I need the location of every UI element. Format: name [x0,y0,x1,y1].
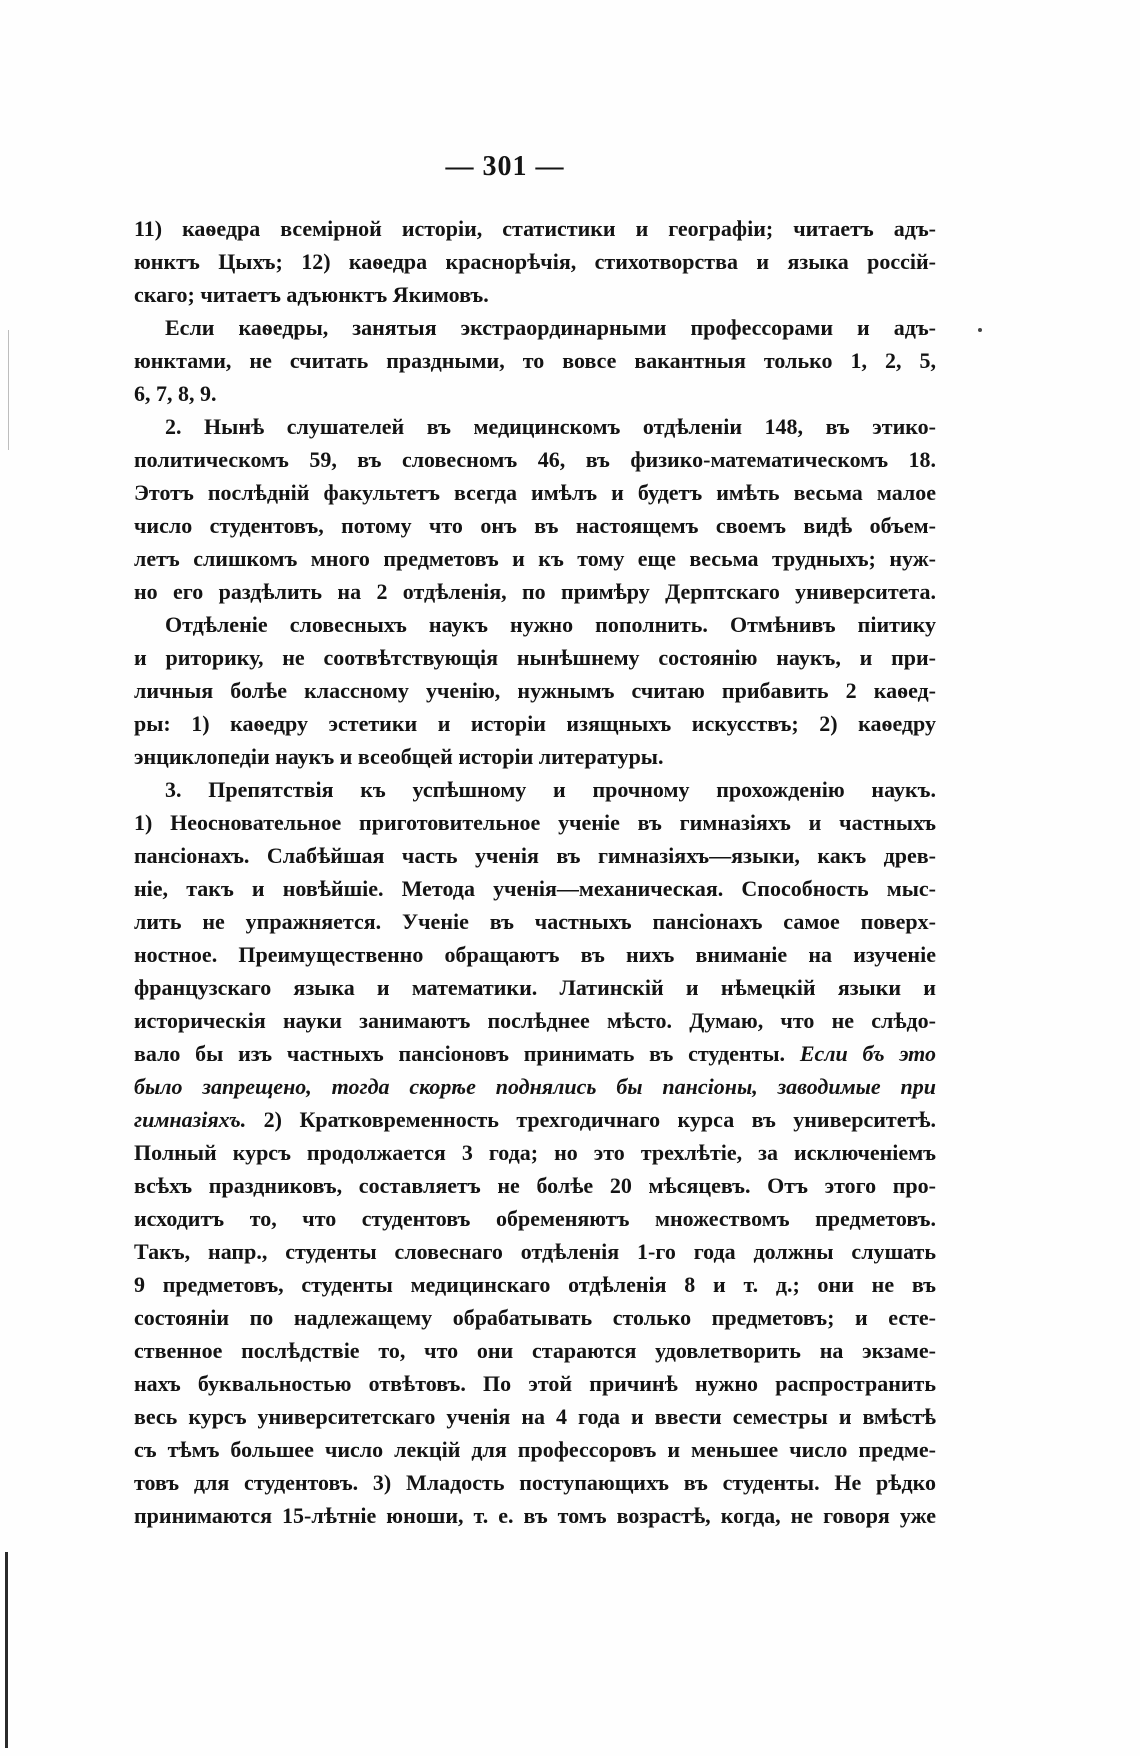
text-line: 3. Препятствія къ успѣшному и прочному прохожденію наукъ. [165,777,936,802]
text-line: энциклопедіи наукъ и всеобщей исторіи литературы. [134,744,664,769]
text-line: всѣхъ праздниковъ, составляетъ не болѣе 20 мѣсяцевъ. Отъ этого про- [134,1173,936,1198]
text-line: ніе, такъ и новѣйшіе. Метода ученія—механическая. Способность мыс- [134,876,936,901]
text-line: 6, 7, 8, 9. [134,381,217,406]
italic-segment: Если бъ это [799,1041,936,1066]
text-segment: вало бы изъ частныхъ пансіоновъ принимать въ студенты. [134,1041,786,1066]
text-line: 11) каѳедра всемірной исторіи, статистики и географіи; читаетъ адъ- [134,216,936,241]
scan-artifact-dot [978,328,982,332]
text-line: ры: 1) каѳедру эстетики и исторіи изящныхъ искусствъ; 2) каѳедру [134,711,936,736]
text-line: но его раздѣлить на 2 отдѣленія, по примѣру Дерптскаго университета. [134,579,936,604]
text-line: Отдѣленіе словесныхъ наукъ нужно пополнить. Отмѣнивъ піитику [165,612,936,637]
body-text [134,212,936,1532]
text-line [134,1070,936,1103]
text-line: Этотъ послѣдній факультетъ всегда имѣлъ и будетъ имѣть весьма малое [134,480,936,505]
text-line: пансіонахъ. Слабѣйшая часть ученія въ гимназіяхъ—языки, какъ древ- [134,843,936,868]
text-line [134,1037,936,1070]
text-line: число студентовъ, потому что онъ въ настоящемъ своемъ видѣ объем- [134,513,936,538]
italic-segment: гимназіяхъ. [134,1107,247,1132]
italic-segment: было запрещено, тогда скорѣе поднялись бы пансіоны, заводимые при [134,1074,936,1099]
scan-artifact-edge [5,1552,8,1748]
text-line: 1) Неосновательное приготовительное ученіе въ гимназіяхъ и частныхъ [134,810,936,835]
text-line: политическомъ 59, въ словесномъ 46, въ физико-математическомъ 18. [134,447,936,472]
text-line: юнктъ Цыхъ; 12) каѳедра краснорѣчія, стихотворства и языка россій- [134,249,936,274]
text-line: принимаются 15-лѣтніе юноши, т. е. въ томъ возрастѣ, когда, не говоря уже [134,1503,936,1528]
text-line: французскаго языка и математики. Латинскій и нѣмецкій языки и [134,975,936,1000]
text-line: 2. Нынѣ слушателей въ медицинскомъ отдѣленіи 148, въ этико- [165,414,936,439]
text-line: товъ для студентовъ. 3) Младость поступающихъ въ студенты. Не рѣдко [134,1470,936,1495]
text-line: историческія науки занимаютъ послѣднее мѣсто. Думаю, что не слѣдо- [134,1008,936,1033]
text-line: ственное послѣдствіе то, что они стараются удовлетворить на экзаме- [134,1338,936,1363]
text-line: нахъ буквальностью отвѣтовъ. По этой причинѣ нужно распространить [134,1371,936,1396]
page-number: — 301 — [445,151,565,182]
text-line: лить не упражняется. Ученіе въ частныхъ пансіонахъ самое поверх- [134,909,936,934]
text-line: Такъ, напр., студенты словеснаго отдѣленія 1-го года должны слушать [134,1239,936,1264]
text-line: летъ слишкомъ много предметовъ и къ тому еще весьма трудныхъ; нуж- [134,546,936,571]
text-line: Полный курсъ продолжается 3 года; но это трехлѣтіе, за исключеніемъ [134,1140,936,1165]
text-line: ностное. Преимущественно обращаютъ въ нихъ вниманіе на изученіе [134,942,936,967]
text-segment: 2) Кратковременность трехгодичнаго курса въ университетѣ. [263,1107,936,1132]
text-line: весь курсъ университетскаго ученія на 4 года и ввести семестры и вмѣстѣ [134,1404,936,1429]
text-line: юнктами, не считать праздными, то вовсе вакантныя только 1, 2, 5, [134,348,936,373]
text-line: 9 предметовъ, студенты медицинскаго отдѣленія 8 и т. д.; они не въ [134,1272,936,1297]
text-line: Если каѳедры, занятыя экстраординарными профессорами и адъ- [165,315,936,340]
text-line: исходитъ то, что студентовъ обременяютъ множествомъ предметовъ. [134,1206,936,1231]
text-line: личныя болѣе классному ученію, нужнымъ считаю прибавить 2 каѳед- [134,678,936,703]
text-line: состояніи по надлежащему обрабатывать столько предметовъ; и есте- [134,1305,936,1330]
scan-artifact-line [8,330,9,450]
text-line: и риторику, не соотвѣтствующія нынѣшнему состоянію наукъ, и при- [134,645,936,670]
text-line [134,1103,936,1136]
text-line: съ тѣмъ большее число лекцій для профессоровъ и меньшее число предме- [134,1437,936,1462]
text-line: скаго; читаетъ адъюнктъ Якимовъ. [134,282,489,307]
